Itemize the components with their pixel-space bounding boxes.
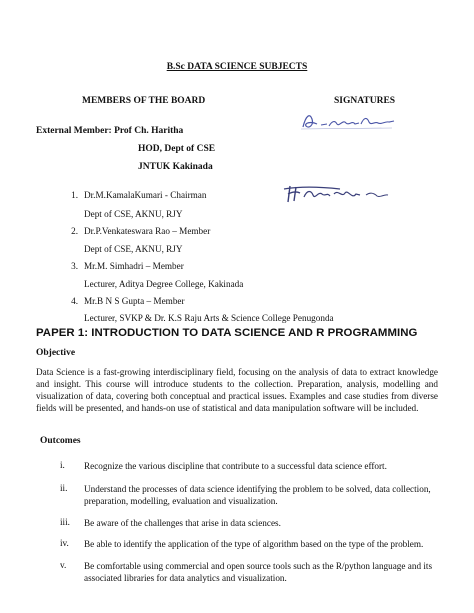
outcome-1-text: Recognize the various discipline that contribute to a successful data science effort.	[84, 461, 387, 471]
objective-heading: Objective	[36, 348, 76, 358]
paper-title: PAPER 1: INTRODUCTION TO DATA SCIENCE AND R PROGRAMMING	[36, 327, 418, 339]
outcome-5-text: Be comfortable using commercial and open source tools such as the R/python language and its associated libraries for data analytics and visualization.	[84, 561, 433, 584]
external-member-dept: HOD, Dept of CSE	[138, 144, 216, 154]
outcome-2-number: ii.	[60, 483, 68, 493]
outcome-1-number: i.	[60, 460, 65, 470]
outcome-4-number: iv.	[60, 538, 69, 548]
page-title: B.Sc DATA SCIENCE SUBJECTS	[166, 62, 308, 72]
signatures-heading: SIGNATURES	[334, 96, 396, 106]
member-1-name: Dr.M.KamalaKumari - Chairman	[84, 190, 207, 200]
member-4-number: 4.	[71, 296, 78, 306]
member-2-name: Dr.P.Venkateswara Rao – Member	[84, 226, 211, 236]
member-3-number: 3.	[71, 261, 78, 271]
outcome-5-number: v.	[60, 560, 67, 570]
member-3-affiliation: Lecturer, Aditya Degree College, Kakinada	[84, 279, 244, 289]
signature-2-image	[282, 180, 394, 206]
member-3-name: Mr.M. Simhadri – Member	[84, 261, 184, 271]
member-2-affiliation: Dept of CSE, AKNU, RJY	[84, 244, 183, 254]
board-heading: MEMBERS OF THE BOARD	[82, 96, 206, 106]
member-4-affiliation: Lecturer, SVKP & Dr. K.S Raju Arts & Science College Penugonda	[84, 313, 334, 323]
outcome-4-text: Be able to identify the application of the type of algorithm based on the type of the problem.	[84, 539, 424, 549]
member-2-number: 2.	[71, 226, 78, 236]
external-member-institution: JNTUK Kakinada	[138, 162, 213, 172]
signature-1-image	[297, 109, 400, 133]
outcome-3-number: iii.	[60, 517, 70, 527]
member-1-number: 1.	[71, 190, 78, 200]
outcome-3-text: Be aware of the challenges that arise in data sciences.	[84, 518, 281, 528]
member-4-name: Mr.B N S Gupta – Member	[84, 296, 185, 306]
external-member-label: External Member: Prof Ch. Haritha	[36, 126, 184, 136]
member-1-affiliation: Dept of CSE, AKNU, RJY	[84, 209, 183, 219]
outcome-2-text: Understand the processes of data science identifying the problem to be solved, data collection, preparation, modelling, evaluation and visualization.	[84, 484, 431, 507]
outcomes-heading: Outcomes	[40, 436, 81, 446]
objective-paragraph: Data Science is a fast-growing interdisciplinary field, focusing on the analysis of data to extract knowledge and insight. This course will introduce students to the collection. Preparation, analysis, modelling and visualization of data, covering both conceptual and practical issues. Examples and case studies from diverse fields will be presented, and hands-on use of statistical and data manipulation software will be included.	[36, 367, 438, 414]
